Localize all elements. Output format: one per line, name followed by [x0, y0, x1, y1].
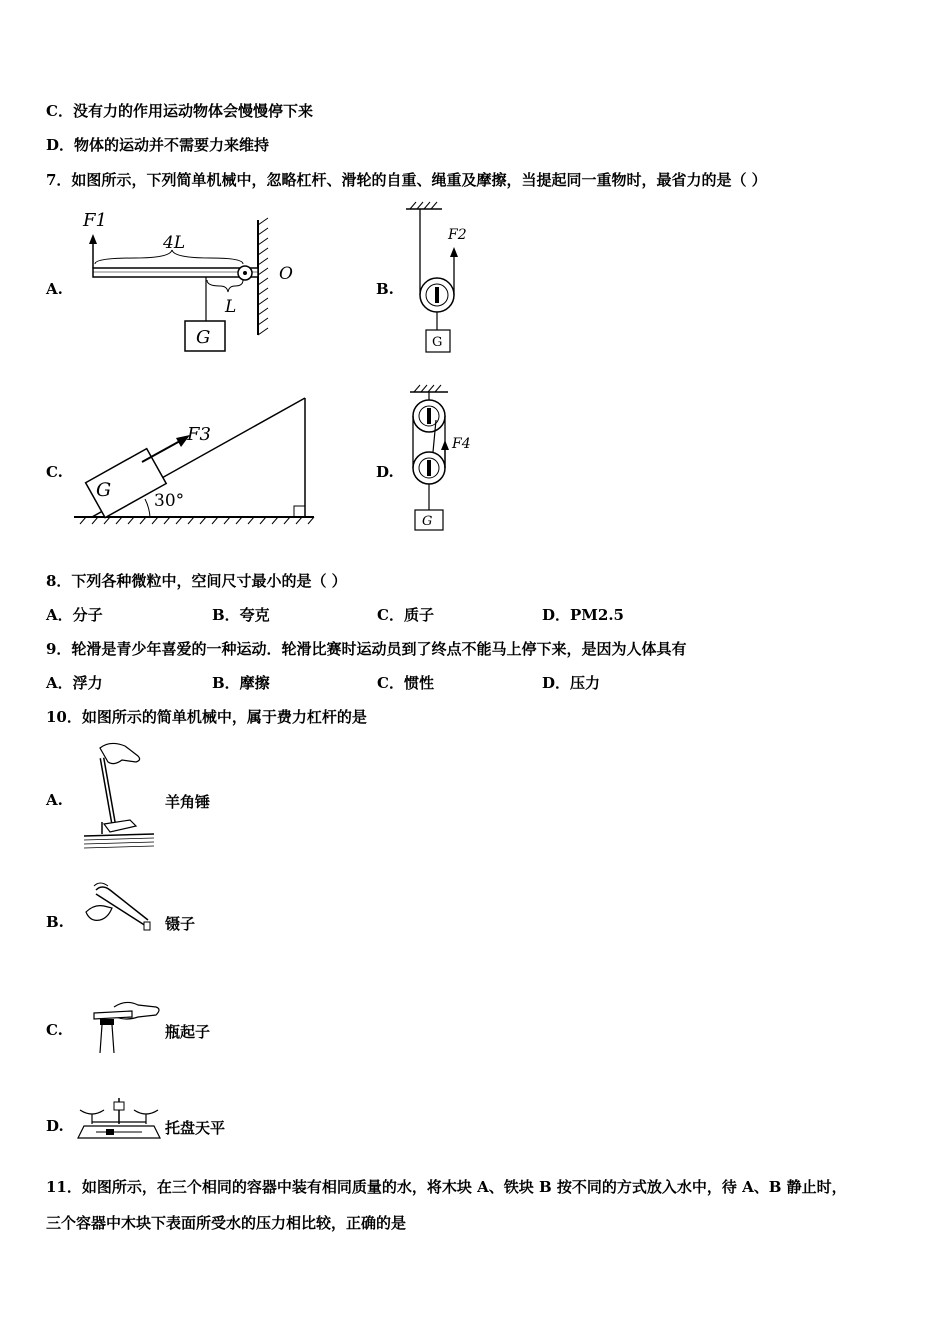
q8-option-d: D．PM2.5 — [542, 606, 624, 624]
q9-option-d: D．压力 — [542, 674, 601, 692]
q7d-weight-label: G — [422, 514, 433, 529]
q9-option-b: B．摩擦 — [212, 674, 270, 692]
claw-hammer-icon — [80, 738, 160, 853]
q6-option-d: D．物体的运动并不需要力来维持 — [46, 136, 270, 154]
q11-stem-line2: 三个容器中木块下表面所受水的压力相比较，正确的是 — [46, 1214, 407, 1232]
q10-label-a: A. — [46, 791, 63, 809]
q7c-force-label: F3 — [187, 424, 211, 445]
q10-label-c: C. — [46, 1021, 63, 1039]
q7-label-d: D. — [376, 463, 394, 481]
q8-option-a: A．分子 — [46, 606, 103, 624]
q10-name-c: 瓶起子 — [165, 1023, 211, 1041]
bottle-opener-icon — [86, 995, 166, 1057]
q7a-pivot-label: O — [279, 264, 293, 284]
q7-label-a: A. — [46, 280, 63, 298]
q10-name-a: 羊角锤 — [165, 793, 211, 811]
q7b-force-label: F2 — [448, 227, 467, 243]
q8-stem: 8．下列各种微粒中，空间尺寸最小的是（ ） — [46, 572, 347, 590]
q7-figure-b-movable-pulley — [400, 197, 480, 357]
q7a-short-arm-label: L — [225, 297, 237, 317]
q11-stem-line1: 11．如图所示，在三个相同的容器中装有相同质量的水，将木块 A、铁块 B 按不同的方式放入水中，待 A、B 静止时， — [46, 1178, 847, 1196]
tweezers-icon — [82, 880, 162, 935]
q7-figure-d-pulley-block — [400, 380, 480, 535]
q7-figure-c-incline — [72, 390, 322, 525]
q7-stem: 7．如图所示，下列简单机械中，忽略杠杆、滑轮的自重、绳重及摩擦，当提起同一重物时，最省力的是（ ） — [46, 171, 767, 189]
balance-scale-icon — [76, 1092, 166, 1144]
q7-label-b: B. — [376, 280, 394, 298]
q7b-weight-label: G — [432, 335, 443, 350]
q6-option-c: C．没有力的作用运动物体会慢慢停下来 — [46, 102, 313, 120]
q10-stem: 10．如图所示的简单机械中，属于费力杠杆的是 — [46, 708, 367, 726]
q7a-long-arm-label: 4L — [163, 233, 186, 253]
q7a-weight-label: G — [196, 327, 211, 348]
q10-label-d: D. — [46, 1117, 64, 1135]
q7a-force-label: F1 — [83, 210, 107, 231]
q10-label-b: B. — [46, 913, 64, 931]
q10-name-d: 托盘天平 — [165, 1119, 226, 1137]
q7c-angle-label: 30° — [154, 491, 185, 511]
q7-label-c: C. — [46, 463, 63, 481]
q9-stem: 9．轮滑是青少年喜爱的一种运动．轮滑比赛时运动员到了终点不能马上停下来，是因为人体具有 — [46, 640, 687, 658]
q7c-weight-label: G — [96, 479, 112, 501]
q7d-force-label: F4 — [452, 436, 471, 452]
q7-figure-a-lever — [75, 200, 300, 360]
q9-option-c: C．惯性 — [377, 674, 434, 692]
q8-option-c: C．质子 — [377, 606, 434, 624]
q8-option-b: B．夸克 — [212, 606, 270, 624]
q10-name-b: 镊子 — [165, 915, 196, 933]
q9-option-a: A．浮力 — [46, 674, 103, 692]
